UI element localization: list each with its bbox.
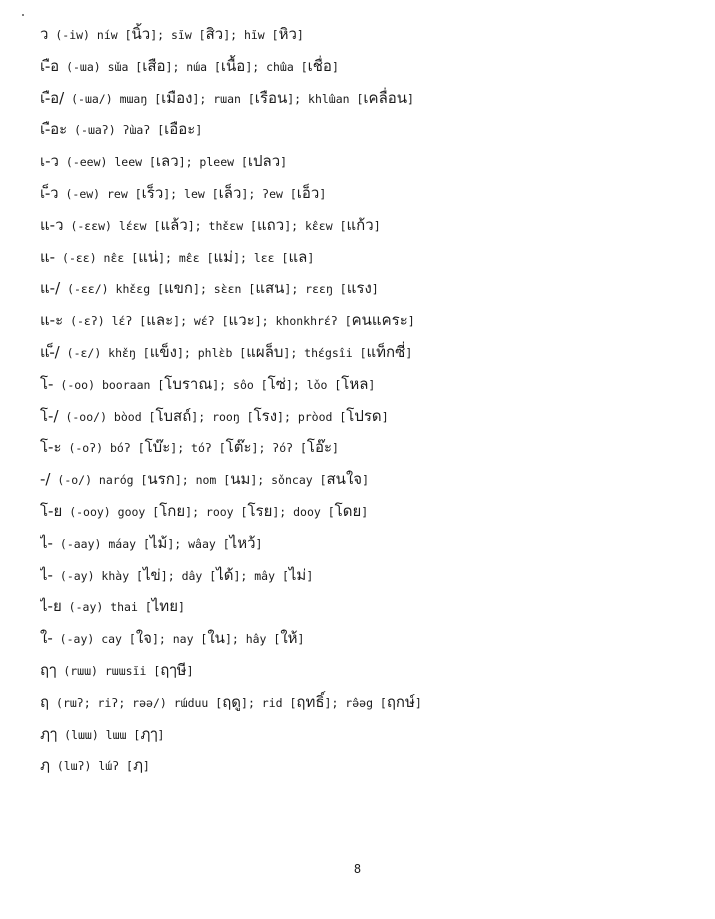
vowel-row — [40, 117, 680, 149]
vowel-pattern: โ-/ — [40, 406, 59, 425]
separator-text: ]; sɛ̀ɛn [ — [193, 282, 256, 297]
romanization-text: (lɯʔ) lɯ́ʔ [ — [49, 759, 133, 774]
vowel-row — [40, 658, 680, 690]
separator-text: ]; mɛ̂ɛ [ — [158, 250, 214, 265]
separator-text: ]; nom [ — [174, 473, 231, 488]
separator-text: ] — [373, 218, 381, 233]
thai-word: โซ่ — [267, 374, 286, 393]
vowel-row — [40, 245, 680, 277]
separator-text: ] — [371, 282, 379, 297]
vowel-row — [40, 54, 680, 86]
vowel-row — [40, 340, 680, 372]
romanization-text: (-oo) booraan [ — [53, 377, 165, 392]
vowel-pattern: เ-ว — [40, 152, 59, 171]
vowel-row — [40, 276, 680, 308]
separator-text: ] — [407, 91, 414, 106]
thai-word: เร็ว — [141, 183, 164, 202]
vowel-pattern: ไ- — [40, 533, 53, 552]
scan-speck — [22, 14, 24, 16]
thai-word: เชื่อ — [307, 56, 332, 75]
vowel-pattern: โ-ย — [40, 501, 63, 520]
separator-text: ]; chɯ̂a [ — [245, 59, 308, 74]
vowel-pattern: เ-ือะ — [40, 120, 68, 139]
separator-text: ] — [255, 536, 263, 551]
separator-text: ]; sǒncay [ — [250, 473, 327, 488]
separator-text: ]; nɯ́a [ — [165, 59, 221, 74]
vowel-row — [40, 372, 680, 404]
thai-word: แล — [288, 247, 308, 266]
separator-text: ] — [381, 409, 389, 424]
separator-text: ]; rɯan [ — [192, 91, 255, 106]
romanization-text: (-ɛɛw) lɛ́ɛw [ — [63, 218, 161, 233]
thai-word: ฦๅ — [140, 724, 158, 743]
separator-text: ]; dây [ — [160, 568, 217, 583]
vowel-pattern: เ-ือ/ — [40, 88, 65, 107]
romanization-text: (-ɯaʔ) ʔɯ̀aʔ [ — [67, 123, 165, 138]
thai-word: ไข่ — [142, 565, 161, 584]
thai-word: โบ๊ะ — [144, 438, 171, 457]
vowel-pattern: ฦๅ — [40, 724, 58, 743]
vowel-pattern: -/ — [40, 470, 51, 489]
thai-word: สนใจ — [326, 470, 363, 489]
romanization-text: (-ɛʔ) lɛ́ʔ [ — [63, 314, 147, 329]
vowel-table — [40, 22, 680, 785]
separator-text: ] — [362, 473, 369, 488]
vowel-pattern: แ- — [40, 247, 56, 266]
vowel-row — [40, 531, 680, 563]
thai-word: เปลว — [247, 152, 281, 171]
separator-text: ]; thɛ̌ɛw [ — [187, 218, 257, 233]
page-number: 8 — [353, 862, 362, 876]
separator-text: ] — [178, 600, 185, 615]
romanization-text: (-ɛɛ) nɛ̂ɛ [ — [55, 250, 139, 265]
thai-word: โกย — [159, 501, 186, 520]
vowel-row — [40, 435, 680, 467]
thai-word: ฤๅษี — [160, 660, 187, 679]
thai-word: เอ็ว — [296, 183, 320, 202]
vowel-pattern: ไ- — [40, 565, 53, 584]
separator-text: ]; thɛ́gsîi [ — [283, 345, 367, 360]
vowel-row — [40, 594, 680, 626]
vowel-pattern: เ-ือ — [40, 56, 60, 75]
separator-text: ] — [319, 186, 327, 201]
separator-text: ]; khlɯ̂an [ — [287, 91, 364, 106]
separator-text: ] — [368, 377, 376, 392]
separator-text: ]; pleew [ — [178, 155, 248, 170]
romanization-text: (-eew) leew [ — [58, 155, 156, 170]
thai-word: แน่ — [138, 247, 159, 266]
thai-word: โรง — [253, 406, 278, 425]
vowel-pattern: ใ- — [40, 629, 53, 648]
separator-text: ] — [361, 504, 369, 519]
vowel-row — [40, 626, 680, 658]
separator-text: ]; wɛ́ʔ [ — [173, 314, 229, 329]
romanization-text: (-aay) máay [ — [52, 536, 150, 551]
thai-word: ฤทธิ์ — [296, 692, 325, 711]
thai-word: เล็ว — [218, 183, 242, 202]
romanization-text: (-ɯa) sɯ̌a [ — [59, 59, 143, 74]
separator-text: ] — [306, 568, 314, 583]
thai-word: ฤกษ์ — [386, 692, 415, 711]
vowel-row — [40, 308, 680, 340]
thai-word: แท็กซี่ — [366, 342, 406, 361]
thai-word: คนแคระ — [351, 311, 408, 330]
vowel-row — [40, 690, 680, 722]
separator-text: ]; hây [ — [224, 632, 281, 647]
thai-word: โบสถ์ — [155, 406, 192, 425]
romanization-text: (-o/) naróg [ — [50, 473, 148, 488]
separator-text: ] — [280, 155, 288, 170]
separator-text: ] — [331, 59, 339, 74]
separator-text: ]; ʔew [ — [241, 186, 297, 201]
thai-word: และ — [146, 311, 174, 330]
thai-word: แวะ — [228, 311, 255, 330]
vowel-pattern: แ-ะ — [40, 311, 64, 330]
separator-text: ]; dooy [ — [272, 504, 335, 519]
thai-word: โดย — [334, 501, 362, 520]
separator-text: ] — [307, 250, 315, 265]
romanization-text: (-ay) khày [ — [52, 568, 143, 583]
separator-text: ]; lɛɛ [ — [233, 250, 289, 265]
vowel-row — [40, 404, 680, 436]
vowel-pattern: โ-ะ — [40, 438, 62, 457]
vowel-row — [40, 86, 680, 118]
thai-word: โต๊ะ — [225, 438, 252, 457]
separator-text: ]; rooy [ — [185, 504, 248, 519]
thai-word: แรง — [346, 279, 372, 298]
thai-word: ไหว้ — [229, 533, 256, 552]
romanization-text: (-ay) cay [ — [52, 632, 136, 647]
separator-text: ] — [296, 28, 304, 42]
thai-word: เสือ — [142, 56, 166, 75]
separator-text: ]; sĭw [ — [150, 28, 206, 42]
vowel-row — [40, 467, 680, 499]
separator-text: ]; pròod [ — [277, 409, 347, 424]
separator-text: ] — [297, 632, 305, 647]
vowel-pattern: เ-็ว — [40, 183, 59, 202]
separator-text: ] — [405, 345, 413, 360]
thai-word: แก้ว — [346, 215, 374, 234]
thai-word: แสน — [255, 279, 285, 298]
separator-text: ]; mây [ — [233, 568, 289, 583]
separator-text: ] — [186, 663, 194, 678]
thai-word: ฦ — [132, 756, 143, 775]
thai-word: เนื้อ — [220, 56, 246, 75]
thai-word: สิว — [205, 25, 224, 43]
vowel-row — [40, 563, 680, 595]
romanization-text: (-iw) níw [ — [48, 28, 132, 42]
separator-text: ] — [195, 123, 203, 138]
thai-word: นิ้ว — [131, 25, 151, 43]
thai-word: เมือง — [161, 88, 193, 107]
thai-word: โปรด — [346, 406, 382, 425]
vowel-row — [40, 499, 680, 531]
separator-text: ]; rə̂əg [ — [324, 695, 387, 710]
separator-text: ]; wâay [ — [167, 536, 230, 551]
vowel-pattern: แ-็/ — [40, 342, 60, 361]
vowel-pattern: ฤๅ — [40, 660, 57, 679]
thai-word: นรก — [147, 470, 175, 489]
vowel-row — [40, 213, 680, 245]
separator-text: ]; rid [ — [241, 695, 297, 710]
vowel-row — [40, 722, 680, 754]
thai-word: ให้ — [280, 629, 298, 648]
thai-word: แขก — [164, 279, 194, 298]
thai-word: แผล็บ — [246, 342, 284, 361]
romanization-text: (-ew) rew [ — [58, 186, 142, 201]
thai-word: โหล — [341, 374, 369, 393]
separator-text: ]; rɛɛŋ [ — [284, 282, 347, 297]
separator-text: ]; khonkhrɛ́ʔ [ — [254, 314, 352, 329]
vowel-pattern: โ- — [40, 374, 54, 393]
thai-word: ไทย — [151, 597, 178, 616]
separator-text: ] — [414, 695, 422, 710]
thai-word: เลว — [155, 152, 179, 171]
vowel-row — [40, 181, 680, 213]
separator-text: ] — [407, 314, 415, 329]
romanization-text: (-ɛ/) khɛ̌ŋ [ — [59, 345, 150, 360]
thai-word: โรย — [247, 501, 273, 520]
separator-text: ] — [157, 727, 165, 742]
thai-word: โอ๊ะ — [306, 438, 333, 457]
thai-word: เอือะ — [164, 120, 196, 139]
separator-text: ]; rooŋ [ — [191, 409, 254, 424]
thai-word: หิว — [278, 25, 297, 43]
thai-word: เรือน — [254, 88, 288, 107]
separator-text: ]; lew [ — [163, 186, 219, 201]
vowel-pattern: แ-/ — [40, 279, 61, 298]
separator-text: ]; ʔóʔ [ — [251, 441, 307, 456]
thai-word: ได้ — [216, 565, 234, 584]
thai-word: นม — [230, 470, 251, 489]
separator-text: ] — [332, 441, 339, 456]
romanization-text: (-ɯa/) mɯaŋ [ — [64, 91, 162, 106]
romanization-text: (-ay) thai [ — [61, 600, 152, 615]
separator-text: ]; sôo [ — [212, 377, 268, 392]
separator-text: ]; hĭw [ — [223, 28, 279, 42]
separator-text: ]; tóʔ [ — [170, 441, 226, 456]
separator-text: ]; lǒo [ — [285, 377, 342, 392]
separator-text: ] — [142, 759, 150, 774]
thai-word: แม่ — [213, 247, 234, 266]
thai-word: เคลื่อน — [363, 88, 408, 107]
thai-word: โบราณ — [164, 374, 213, 393]
thai-word: แข็ง — [149, 342, 177, 361]
separator-text: ]; nay [ — [151, 632, 208, 647]
romanization-text: (-ɛɛ/) khɛ̌ɛg [ — [60, 282, 164, 297]
romanization-text: (-oo/) bòod [ — [58, 409, 156, 424]
thai-word: ใจ — [135, 629, 152, 648]
separator-text: ]; kɛ̂ɛw [ — [284, 218, 347, 233]
thai-word: ไม้ — [149, 533, 168, 552]
romanization-text: (-ooy) gooy [ — [62, 504, 160, 519]
vowel-pattern: ิว — [40, 25, 49, 43]
vowel-pattern: ฤ — [40, 692, 50, 711]
romanization-text: (-oʔ) bóʔ [ — [61, 441, 145, 456]
romanization-text: (rɯʔ; riʔ; rəə/) rɯ́duu [ — [49, 695, 223, 710]
romanization-text: (rɯɯ) rɯɯsĭi [ — [56, 663, 161, 678]
thai-word: แถว — [257, 215, 285, 234]
thai-word: ไม่ — [288, 565, 307, 584]
thai-word: ฤดู — [222, 692, 242, 711]
vowel-row — [40, 753, 680, 785]
romanization-text: (lɯɯ) lɯɯ [ — [57, 727, 141, 742]
vowel-pattern: ไ-ย — [40, 597, 62, 616]
thai-word: ใน — [207, 629, 225, 648]
vowel-pattern: ฦ — [40, 756, 50, 775]
vowel-row — [40, 22, 680, 54]
thai-word: แล้ว — [160, 215, 188, 234]
vowel-pattern: แ-ว — [40, 215, 64, 234]
separator-text: ]; phlɛ̀b [ — [176, 345, 247, 360]
vowel-row — [40, 149, 680, 181]
